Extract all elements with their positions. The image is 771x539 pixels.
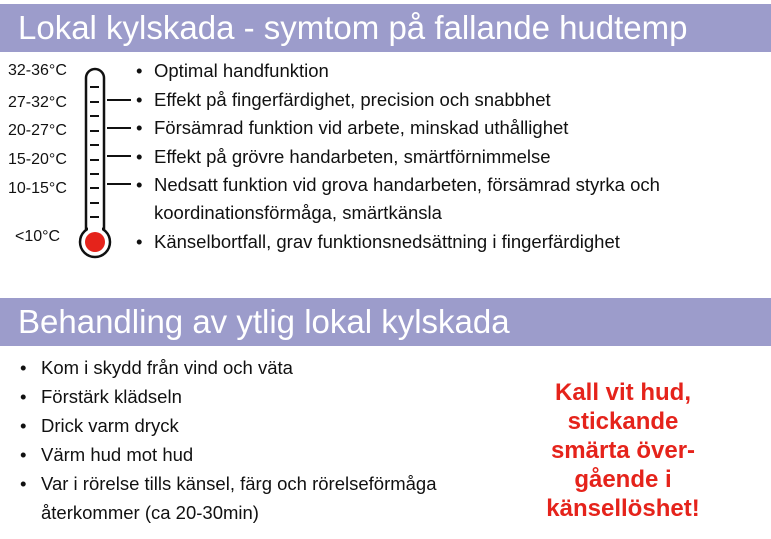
title-banner-treatment — [0, 298, 771, 346]
symptom-item — [136, 143, 551, 171]
warning-line: Kall vit hud, — [554, 379, 691, 406]
warning-line: stickande — [567, 408, 679, 435]
bullet: • — [20, 473, 27, 494]
treatment-item — [20, 411, 179, 440]
temp-label: 27-32°C — [8, 94, 67, 111]
warning-line: känsellöshet! — [546, 495, 700, 522]
warning-line: smärta över- — [550, 437, 696, 464]
bullet: • — [20, 444, 27, 465]
symptom-item — [136, 171, 660, 227]
symptom-text: Försämrad funktion vid arbete, minskad uthållighet — [154, 117, 569, 138]
temp-label: <10°C — [15, 228, 61, 245]
thermometer-tube — [86, 69, 104, 230]
bullet: • — [136, 174, 143, 195]
symptom-item — [136, 57, 329, 85]
treatment-text: Värm hud mot hud — [41, 444, 194, 465]
symptom-text: Effekt på grövre handarbeten, smärtförnimmelse — [154, 146, 551, 167]
symptom-text: Optimal handfunktion — [154, 60, 329, 81]
temp-label: 10-15°C — [8, 180, 67, 197]
symptom-text: Effekt på fingerfärdighet, precision och snabbhet — [154, 89, 551, 110]
connector-lines — [107, 100, 131, 184]
bullet: • — [20, 357, 27, 378]
treatment-item — [20, 353, 293, 382]
treatment-item — [20, 469, 437, 527]
bullet: • — [136, 89, 143, 110]
temp-label: 32-36°C — [8, 62, 67, 79]
treatment-item — [20, 440, 193, 469]
temp-label: 20-27°C — [8, 122, 67, 139]
title-treatment: Behandling av ytlig lokal kylskada — [18, 303, 510, 340]
treatment-text: Var i rörelse tills känsel, färg och rörelseförmåga — [41, 473, 437, 494]
treatment-text-continued: återkommer (ca 20-30min) — [41, 502, 259, 523]
symptom-item — [136, 86, 551, 114]
bullet: • — [20, 386, 27, 407]
symptom-text: Känselbortfall, grav funktionsnedsättning i fingerfärdighet — [154, 231, 620, 252]
warning-line: gående i — [574, 466, 672, 493]
symptom-text-continued: koordinationsförmåga, smärtkänsla — [154, 202, 442, 223]
temp-label: 15-20°C — [8, 151, 67, 168]
bullet: • — [136, 60, 143, 81]
warning-callout — [506, 378, 740, 523]
bullet: • — [136, 231, 143, 252]
treatment-text: Kom i skydd från vind och väta — [41, 357, 293, 378]
bullet: • — [136, 146, 143, 167]
symptom-item — [136, 228, 620, 256]
treatment-text: Drick varm dryck — [41, 415, 179, 436]
symptom-item — [136, 114, 568, 142]
bullet: • — [20, 415, 27, 436]
title-symptoms: Lokal kylskada - symtom på fallande hudtemp — [18, 9, 688, 46]
symptom-text: Nedsatt funktion vid grova handarbeten, försämrad styrka och — [154, 174, 660, 195]
treatment-item — [20, 382, 182, 411]
bullet: • — [136, 117, 143, 138]
treatment-text: Förstärk klädseln — [41, 386, 182, 407]
